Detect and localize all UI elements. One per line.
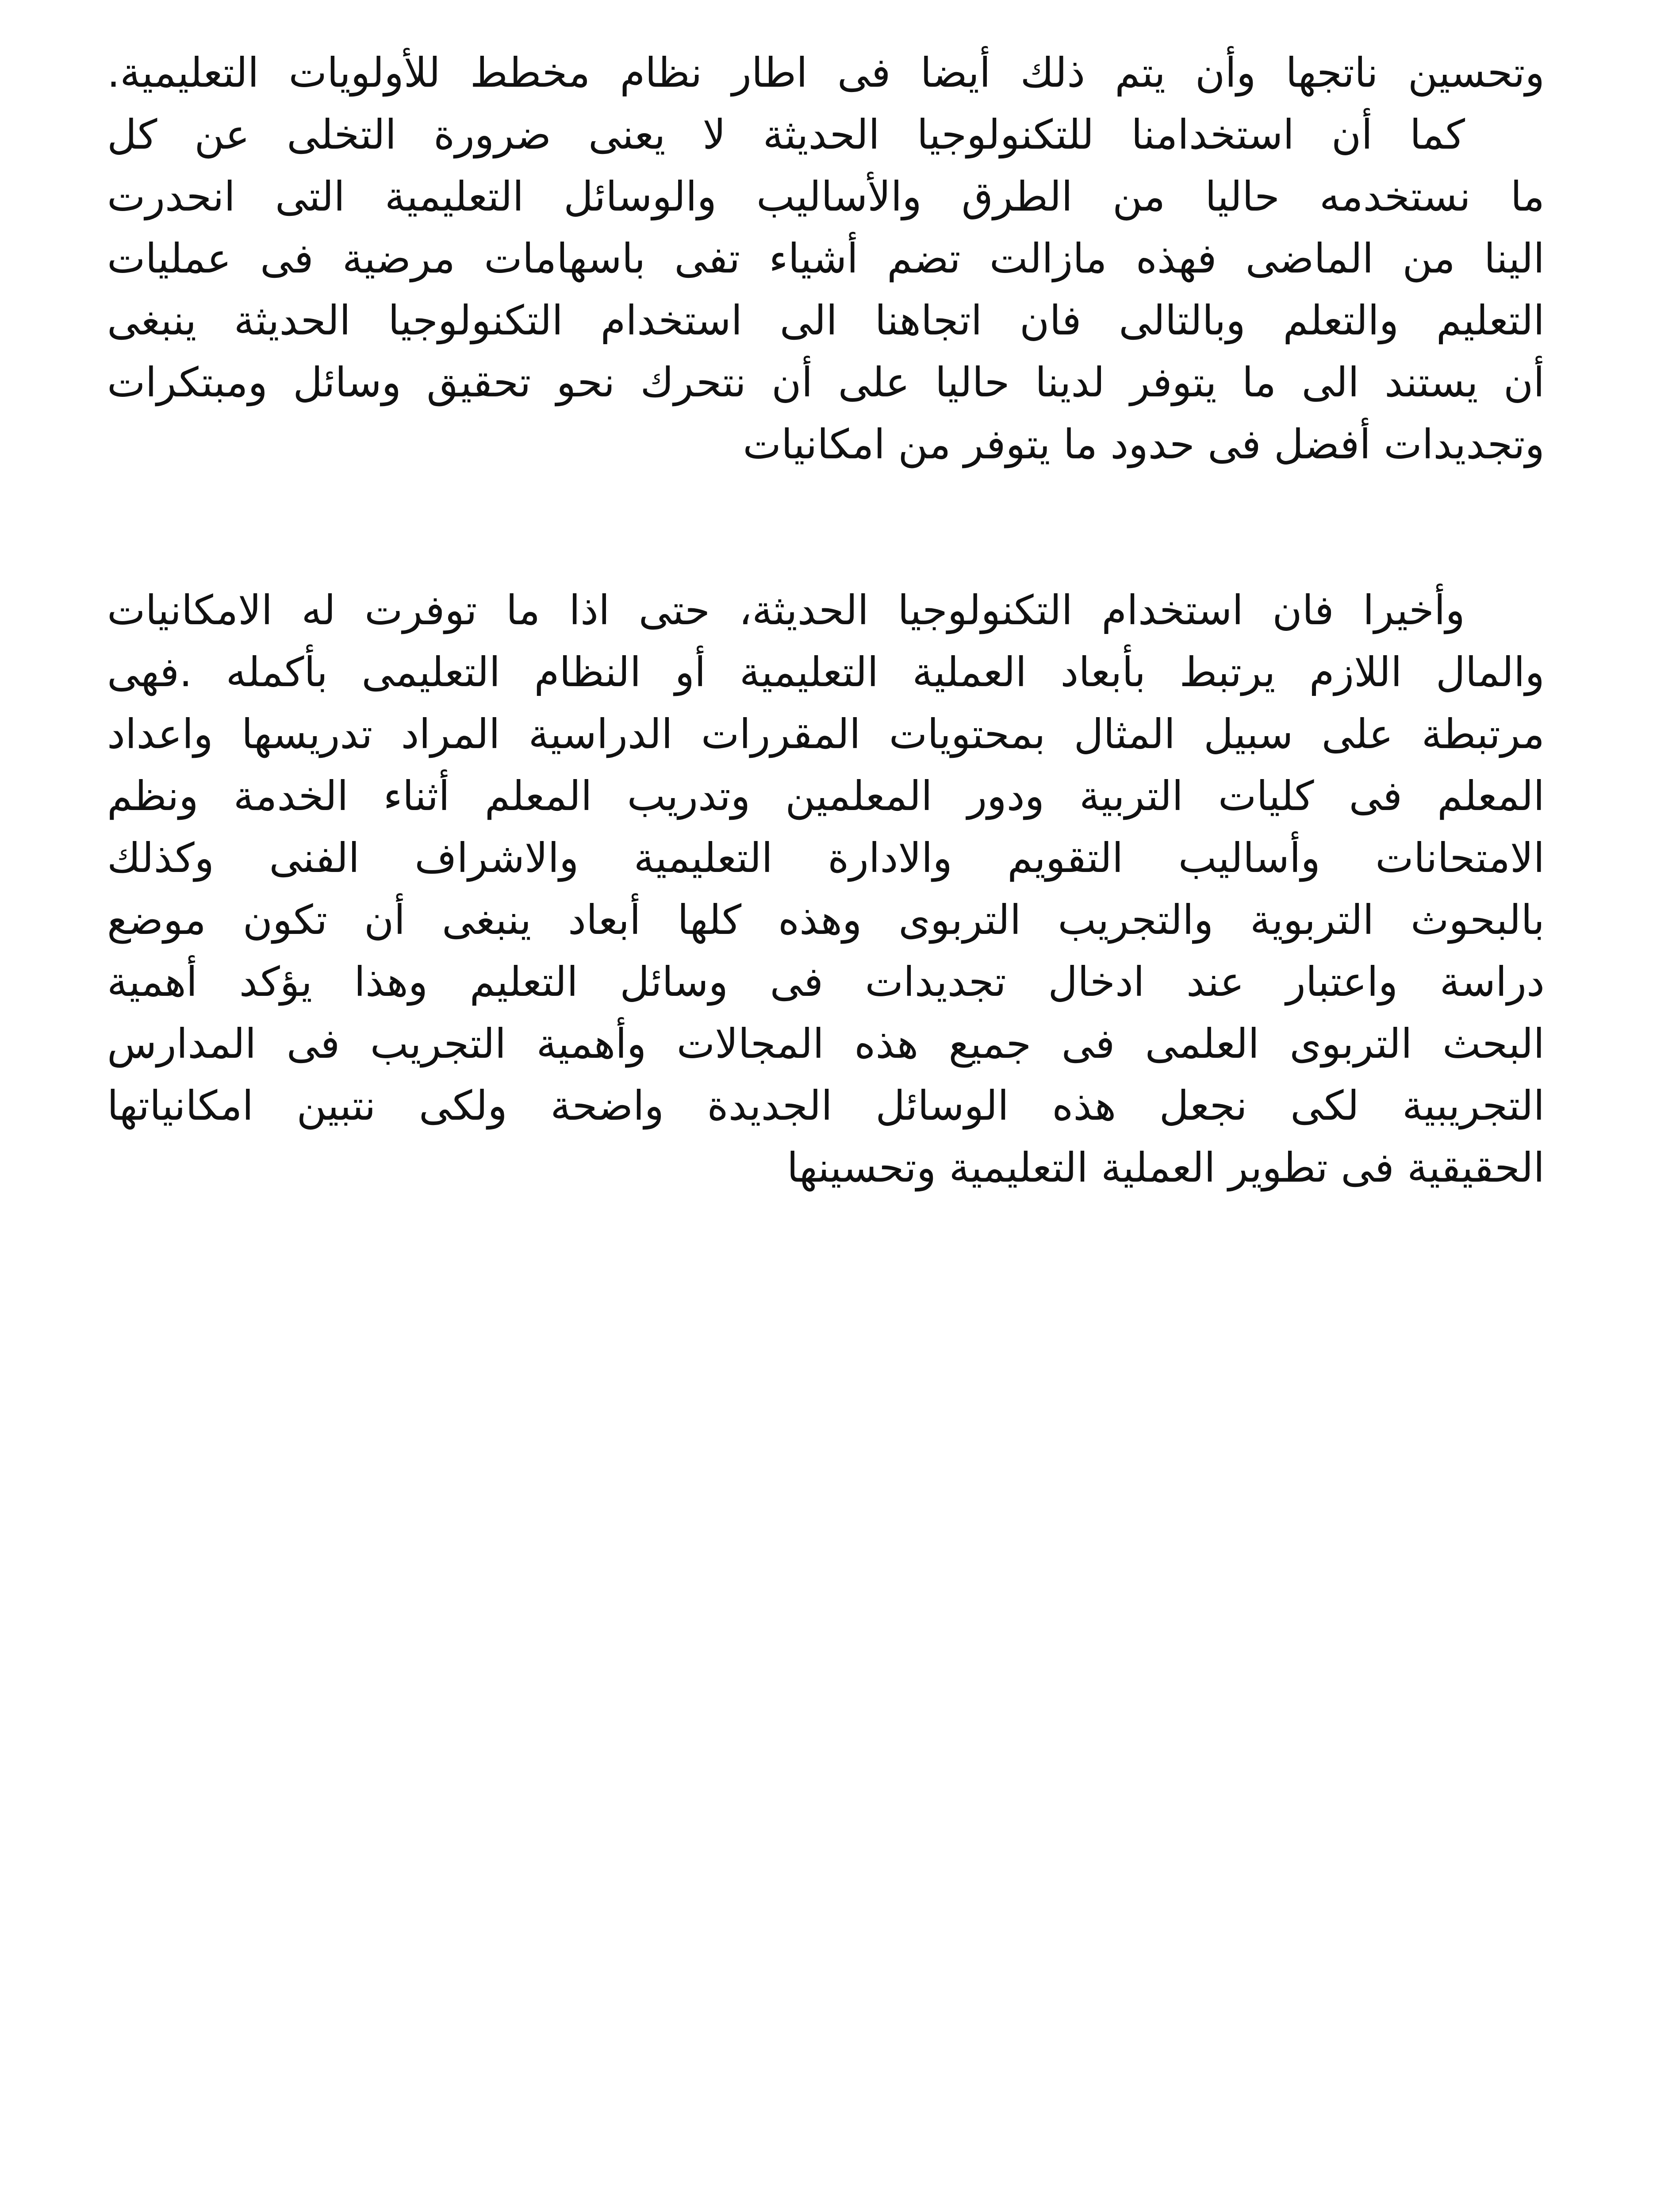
paragraph-2-line: المعلم فى كليات التربية ودور المعلمين وتدريب المعلم أثناء الخدمة ونظم	[107, 772, 1545, 820]
paragraph-1-line: الينا من الماضى فهذه مازالت تضم أشياء تفى باسهامات مرضية فى عمليات	[107, 235, 1545, 282]
paragraph-1-line: ما نستخدمه حاليا من الطرق والأساليب والوسائل التعليمية التى انحدرت	[107, 173, 1545, 220]
paragraph-2-line: الحقيقية فى تطوير العملية التعليمية وتحسينها	[786, 1144, 1545, 1191]
paragraph-2-line: دراسة واعتبار عند ادخال تجديدات فى وسائل التعليم وهذا يؤكد أهمية	[107, 958, 1545, 1006]
paragraph-2-line: والمال اللازم يرتبط بأبعاد العملية التعليمية أو النظام التعليمى بأكمله .فهى	[107, 649, 1545, 696]
paragraph-1-line: التعليم والتعلم وبالتالى فان اتجاهنا الى استخدام التكنولوجيا الحديثة ينبغى	[107, 297, 1545, 344]
paragraph-2-line: البحث التربوى العلمى فى جميع هذه المجالات وأهمية التجريب فى المدارس	[107, 1020, 1545, 1068]
paragraph-1-line: كما أن استخدامنا للتكنولوجيا الحديثة لا يعنى ضرورة التخلى عن كل	[107, 111, 1465, 158]
paragraph-2-line: مرتبطة على سبيل المثال بمحتويات المقررات الدراسية المراد تدريسها واعداد	[107, 710, 1545, 758]
paragraph-2-line: بالبحوث التربوية والتجريب التربوى وهذه كلها أبعاد ينبغى أن تكون موضع	[107, 896, 1545, 944]
paragraph-2-line: الامتحانات وأساليب التقويم والادارة التعليمية والاشراف الفنى وكذلك	[107, 834, 1545, 882]
paragraph-1-line: وتحسين ناتجها وأن يتم ذلك أيضا فى اطار نظام مخطط للأولويات التعليمية.	[107, 49, 1545, 96]
paragraph-2-line: التجريبية لكى نجعل هذه الوسائل الجديدة واضحة ولكى نتبين امكانياتها	[107, 1082, 1545, 1129]
paragraph-2	[107, 580, 1545, 1199]
paragraph-1-line: وتجديدات أفضل فى حدود ما يتوفر من امكانيات	[743, 421, 1545, 468]
paragraph-1	[107, 42, 1545, 476]
paragraph-2-line: وأخيرا فان استخدام التكنولوجيا الحديثة، حتى اذا ما توفرت له الامكانيات	[107, 587, 1465, 634]
paragraph-1-line: أن يستند الى ما يتوفر لدينا حاليا على أن نتحرك نحو تحقيق وسائل ومبتكرات	[107, 359, 1545, 406]
